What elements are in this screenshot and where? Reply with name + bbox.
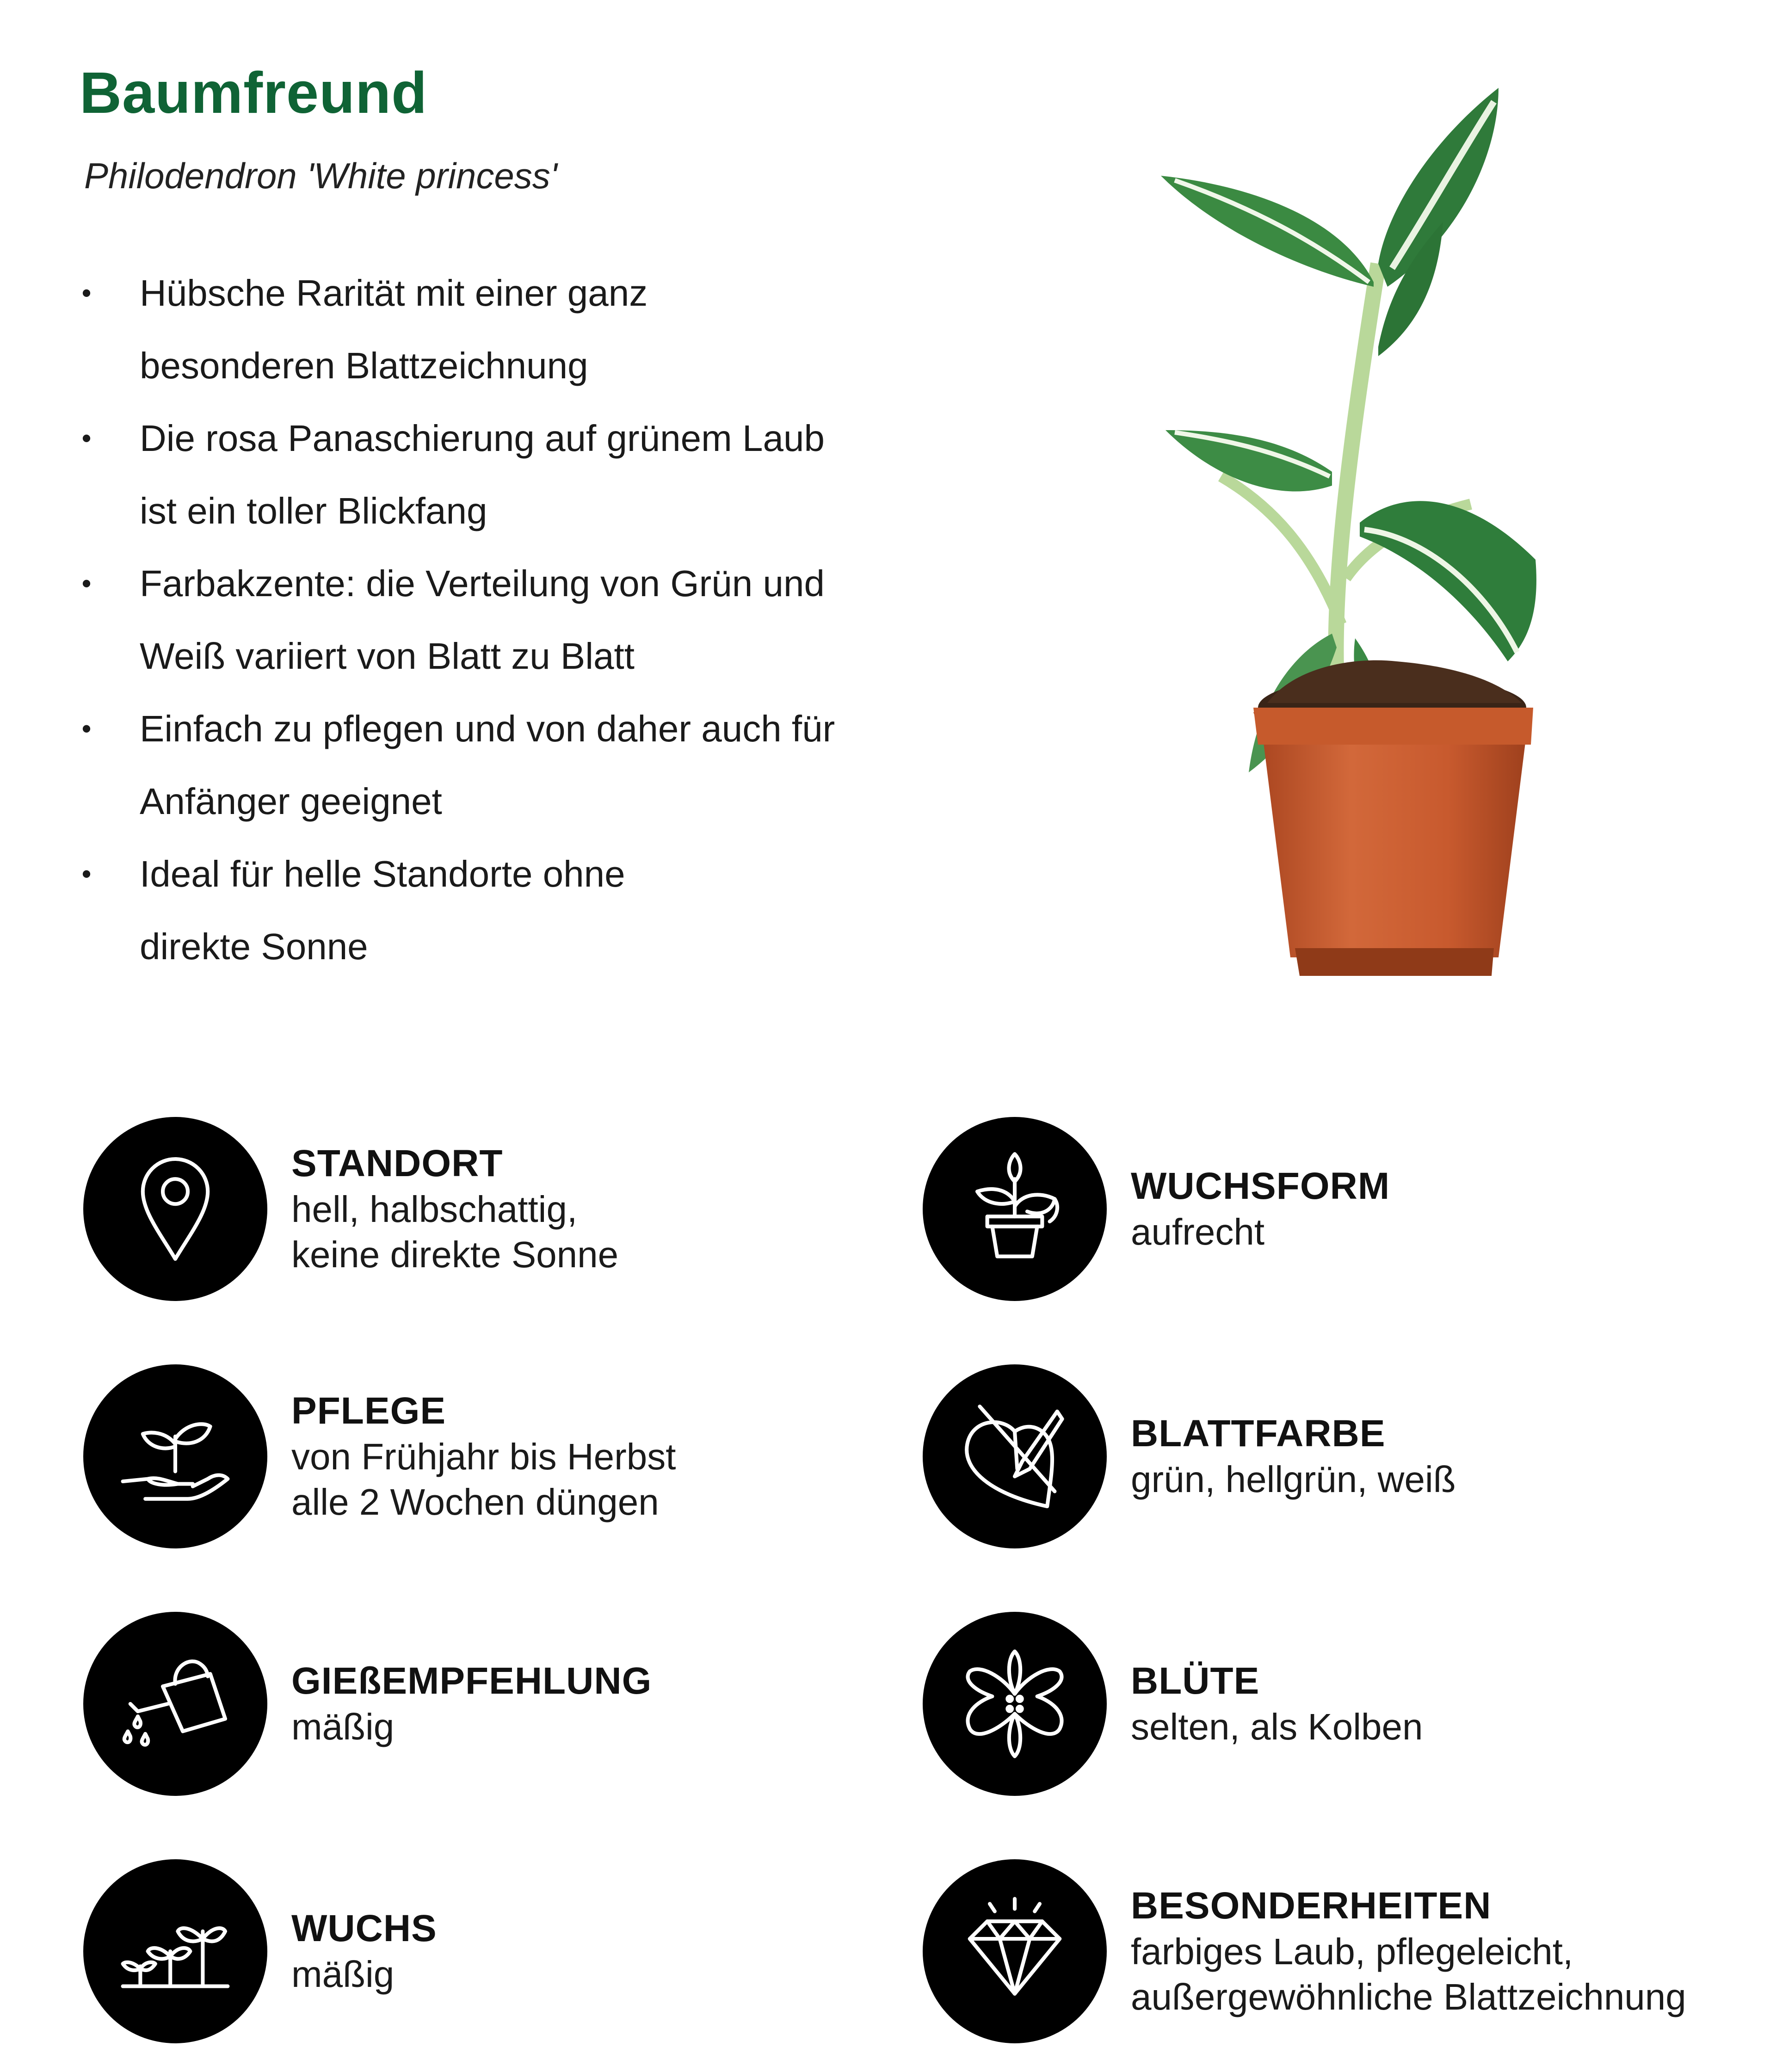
feature-value: aufrecht bbox=[1131, 1211, 1265, 1252]
feature-value: von Frühjahr bis Herbst alle 2 Wochen düngen bbox=[291, 1436, 676, 1523]
bullet-dot-icon: • bbox=[81, 713, 92, 744]
feature-value: selten, als Kolben bbox=[1131, 1706, 1423, 1747]
bullet-dot-icon: • bbox=[81, 568, 92, 599]
feature-label: BLATTFARBE bbox=[1131, 1412, 1386, 1455]
feature-pflege bbox=[83, 1364, 916, 1549]
potted-plant-icon bbox=[923, 1117, 1107, 1301]
bullet-item: • Hübsche Rarität mit einer ganz besonderen Blattzeichnung bbox=[80, 257, 912, 402]
bullet-dot-icon: • bbox=[81, 423, 92, 454]
bullet-item: • Die rosa Panaschierung auf grünem Laub ist ein toller Blickfang bbox=[80, 402, 912, 547]
feature-value: mäßig bbox=[291, 1954, 395, 1995]
bullet-dot-icon: • bbox=[81, 858, 92, 889]
location-pin-icon bbox=[83, 1117, 267, 1301]
feature-label: BESONDERHEITEN bbox=[1131, 1885, 1492, 1927]
diamond-icon bbox=[923, 1859, 1107, 2043]
bullet-item: • Einfach zu pflegen und von daher auch für Anfänger geeignet bbox=[80, 692, 912, 838]
feature-besonderheiten bbox=[923, 1859, 1755, 2044]
botanical-name: Philodendron 'White princess' bbox=[84, 155, 557, 196]
feature-label: WUCHS bbox=[291, 1907, 437, 1949]
feature-bullet-list bbox=[80, 257, 912, 983]
feature-label: BLÜTE bbox=[1131, 1660, 1260, 1702]
bullet-dot-icon: • bbox=[81, 278, 92, 308]
feature-label: GIEßEMPFEHLUNG bbox=[291, 1660, 652, 1702]
feature-blattfarbe bbox=[923, 1364, 1755, 1549]
plant-photo bbox=[1054, 69, 1563, 994]
watering-can-icon bbox=[83, 1612, 267, 1796]
feature-value: hell, halbschattig, keine direkte Sonne bbox=[291, 1189, 619, 1275]
flower-icon bbox=[923, 1612, 1107, 1796]
feature-label: PFLEGE bbox=[291, 1390, 446, 1432]
leaf-brush-icon bbox=[923, 1364, 1107, 1548]
feature-label: STANDORT bbox=[291, 1142, 503, 1184]
feature-giessen bbox=[83, 1612, 916, 1797]
seedling-hand-icon bbox=[83, 1364, 267, 1548]
feature-value: mäßig bbox=[291, 1706, 395, 1747]
bullet-item: • Farbakzente: die Verteilung von Grün und Weiß variiert von Blatt zu Blatt bbox=[80, 547, 912, 692]
feature-value: farbiges Laub, pflegeleicht, außergewöhnliche Blattzeichnung bbox=[1131, 1931, 1686, 2017]
feature-wuchsform bbox=[923, 1117, 1755, 1302]
feature-value: grün, hellgrün, weiß bbox=[1131, 1459, 1456, 1500]
feature-wuchs bbox=[83, 1859, 916, 2044]
feature-label: WUCHSFORM bbox=[1131, 1165, 1390, 1207]
feature-bluete bbox=[923, 1612, 1755, 1797]
feature-standort bbox=[83, 1117, 916, 1302]
sprouts-icon bbox=[83, 1859, 267, 2043]
page-title: Baumfreund bbox=[80, 60, 428, 125]
bullet-item: • Ideal für helle Standorte ohne direkte Sonne bbox=[80, 838, 912, 983]
